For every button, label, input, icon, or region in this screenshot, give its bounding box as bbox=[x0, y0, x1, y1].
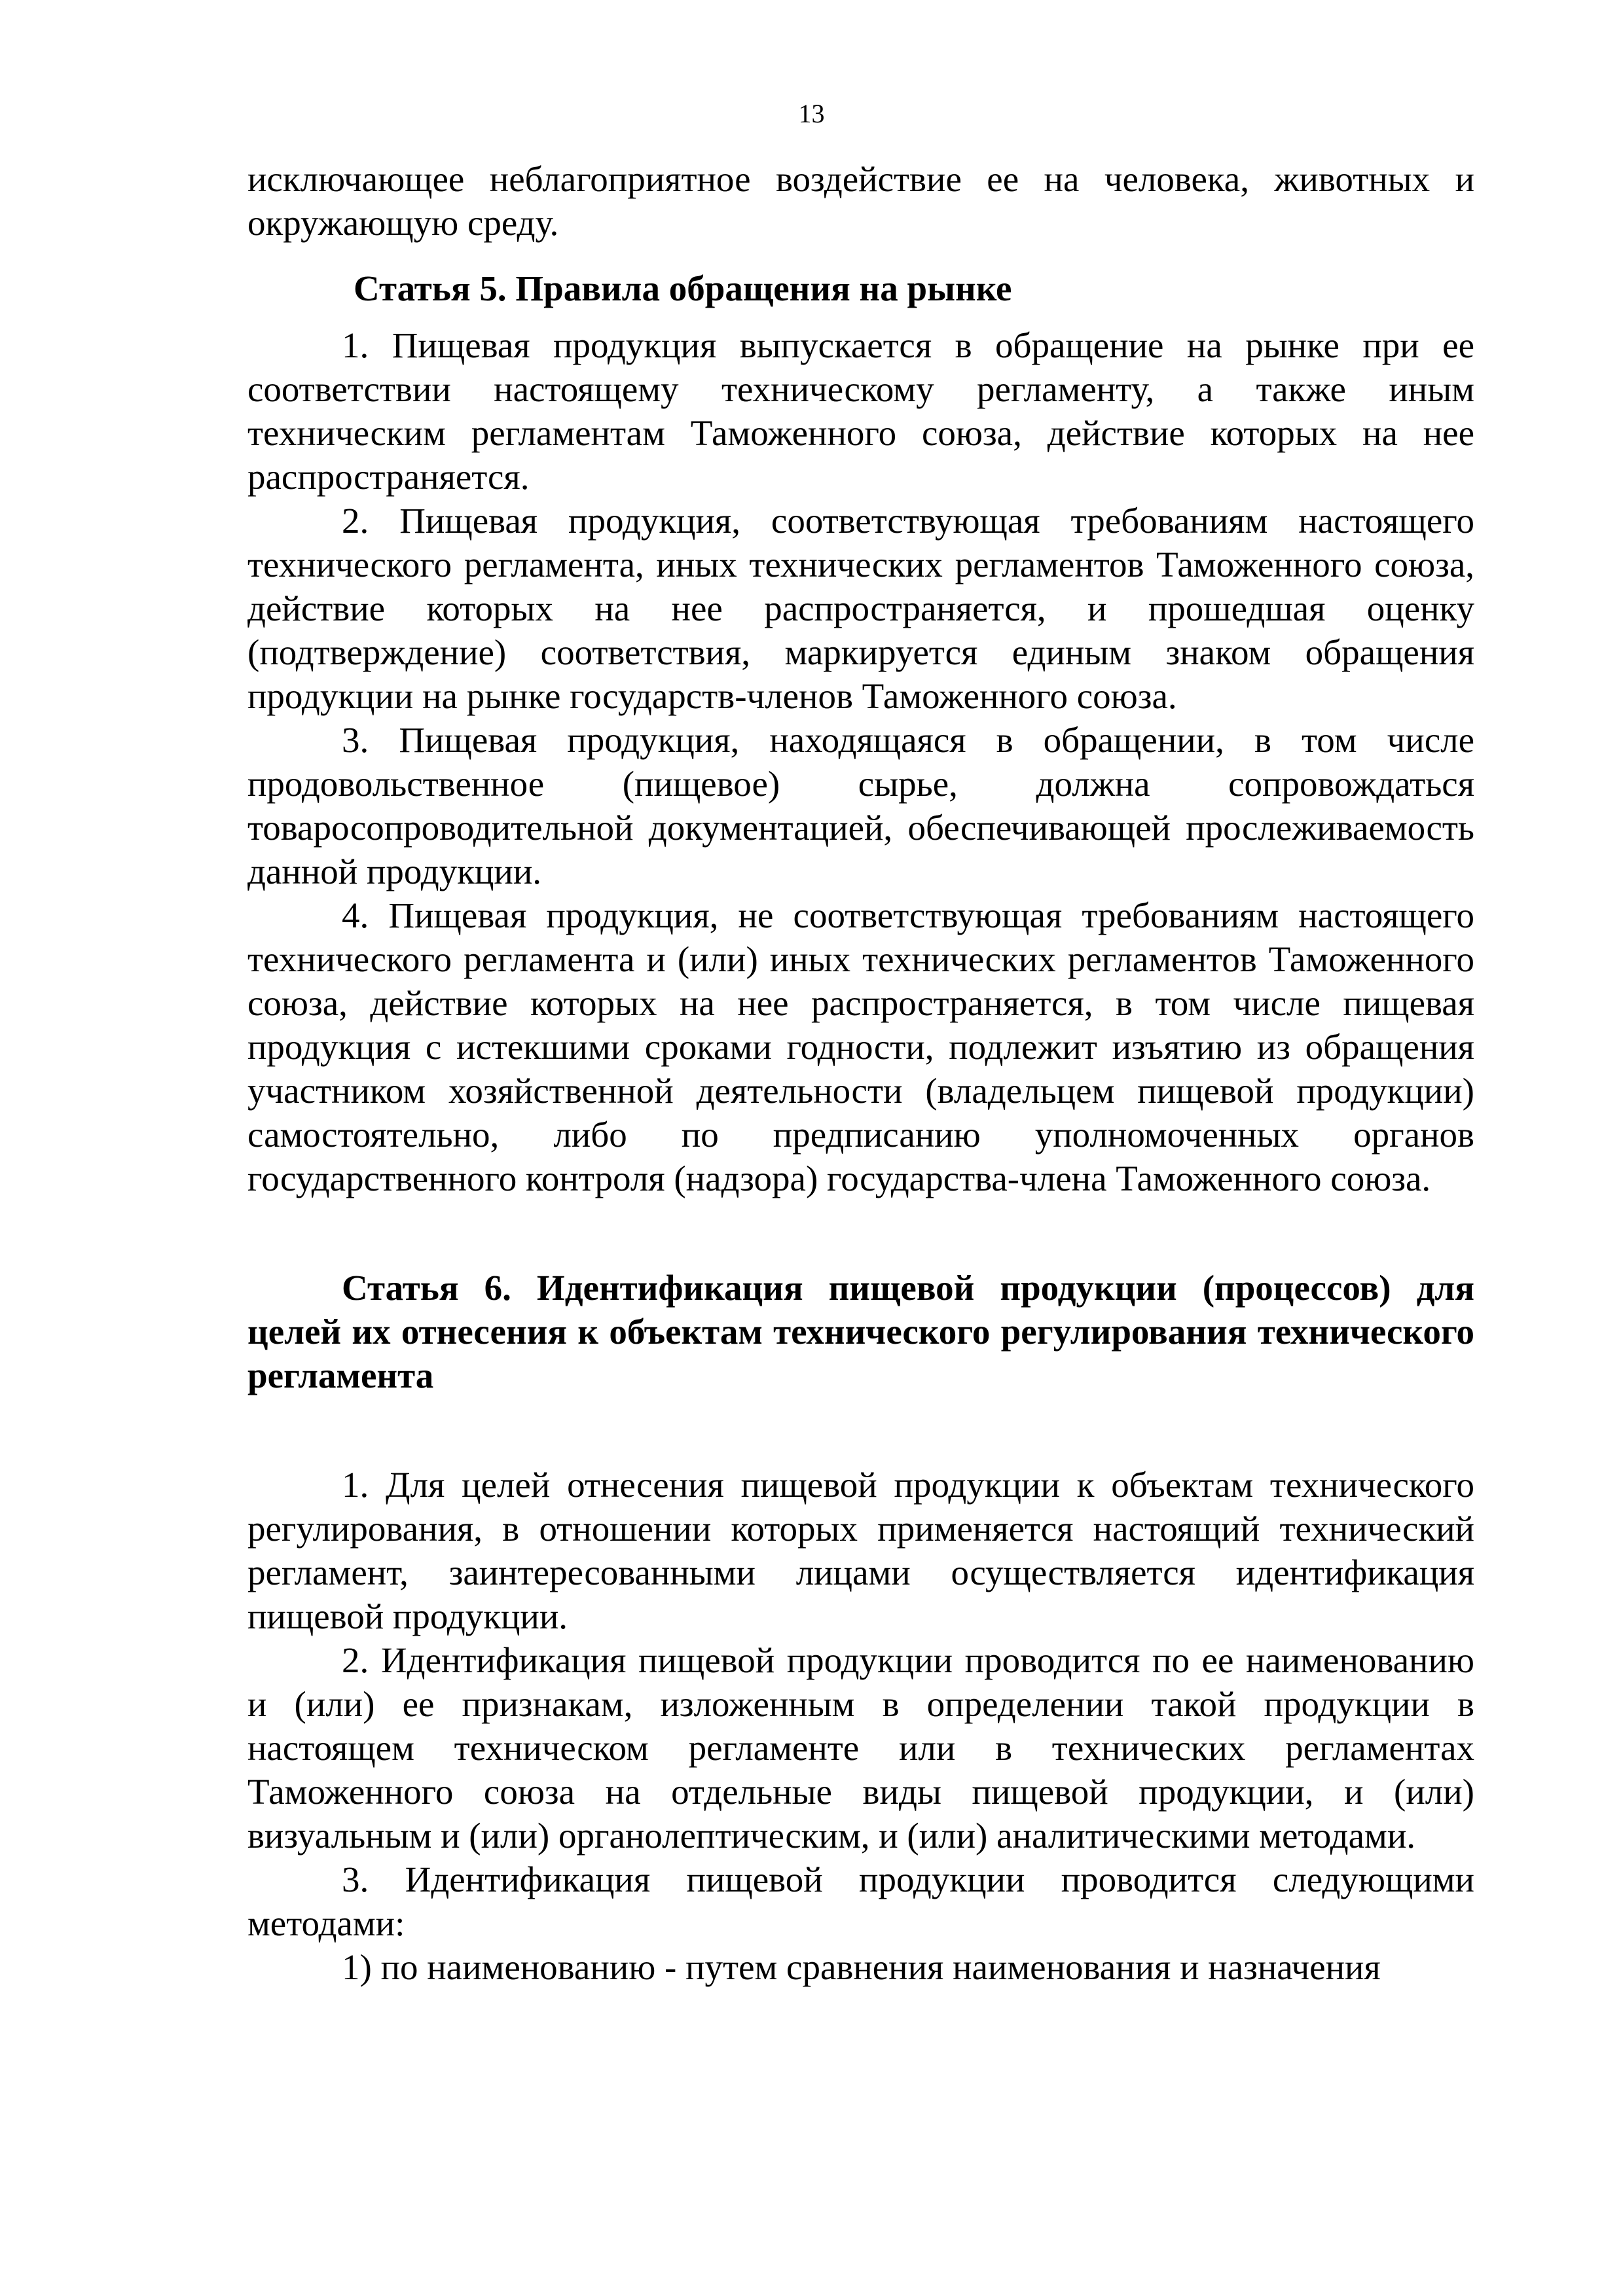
article-6-paragraph-2: 2. Идентификация пищевой продукции проводится по ее наименованию и (или) ее признакам, изложенным в определении такой продукции в настоящем техническом регламенте или в технических регламентах Таможенного союза на отдельные виды пищевой продукции, и (или) визуальным и (или) органолептическим, и (или) аналитическими методами. bbox=[247, 1640, 1474, 1856]
article-6-heading: Статья 6. Идентификация пищевой продукции (процессов) для целей их отнесения к объектам технического регулирования технического регламента bbox=[247, 1268, 1474, 1395]
article-6-paragraph-3: 3. Идентификация пищевой продукции проводится следующими методами: bbox=[247, 1859, 1474, 1943]
article-5-paragraph-1: 1. Пищевая продукция выпускается в обращение на рынке при ее соответствии настоящему техническому регламенту, а также иным техническим регламентам Таможенного союза, действие которых на нее распространяется. bbox=[247, 325, 1474, 497]
article-5-paragraph-2: 2. Пищевая продукция, соответствующая требованиям настоящего технического регламента, иных технических регламентов Таможенного союза, действие которых на нее распространяется, и прошедшая оценку (подтверждение) соответствия, маркируется единым знаком обращения продукции на рынке государств-членов Таможенного союза. bbox=[247, 501, 1474, 716]
document-body bbox=[247, 157, 1474, 1989]
article-5-heading: Статья 5. Правила обращения на рынке bbox=[354, 268, 1012, 308]
article-5-paragraph-3: 3. Пищевая продукция, находящаяся в обращении, в том числе продовольственное (пищевое) сырье, должна сопровождаться товаросопроводительной документацией, обеспечивающей прослеживаемость данной продукции. bbox=[247, 720, 1474, 891]
continuation-paragraph: исключающее неблагоприятное воздействие ее на человека, животных и окружающую среду. bbox=[247, 159, 1474, 243]
article-6-paragraph-4: 1) по наименованию - путем сравнения наименования и назначения bbox=[342, 1947, 1381, 1987]
article-5-paragraph-4: 4. Пищевая продукция, не соответствующая требованиям настоящего технического регламента и (или) иных технических регламентов Таможенного союза, действие которых на нее распространяется, в том числе пищевая продукция с истекшими сроками годности, подлежит изъятию из обращения участником хозяйственной деятельности (владельцем пищевой продукции) самостоятельно, либо по предписанию уполномоченных органов государственного контроля (надзора) государства-члена Таможенного союза. bbox=[247, 895, 1474, 1198]
page-number: 13 bbox=[798, 99, 825, 128]
article-6-paragraph-1: 1. Для целей отнесения пищевой продукции к объектам технического регулирования, в отношении которых применяется настоящий технический регламент, заинтересованными лицами осуществляется идентификация пищевой продукции. bbox=[247, 1465, 1474, 1636]
